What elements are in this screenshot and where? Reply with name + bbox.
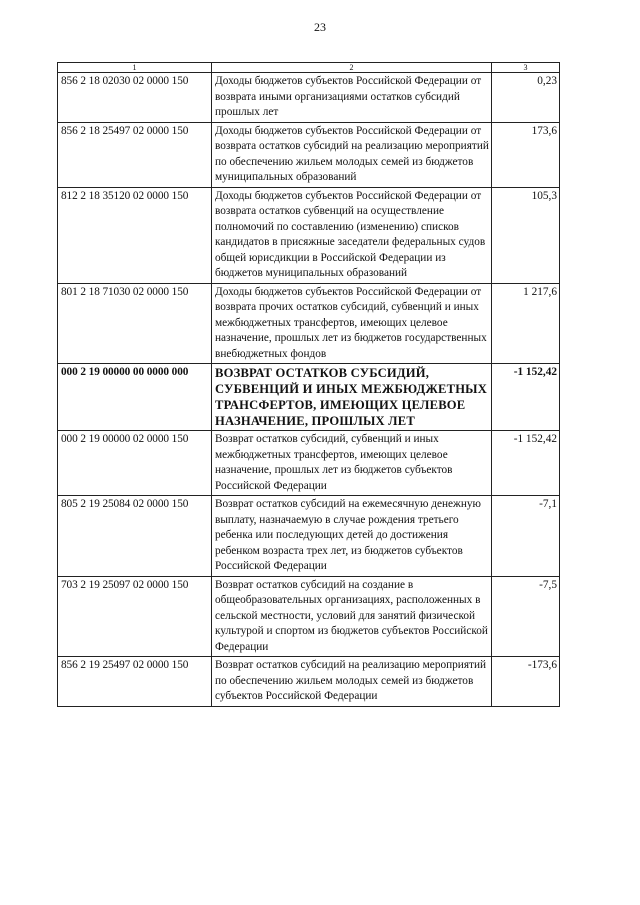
table-row-section-total	[58, 364, 560, 431]
column-number-1: 1	[58, 63, 212, 73]
income-description: Возврат остатков субсидий на ежемесячную денежную выплату, назначаемую в случае рождения третьего ребенка или последующих детей до достижения ребенком возраста трех лет, из бюджетов субъектов Российской Федерации	[212, 496, 492, 577]
table-row	[58, 431, 560, 496]
budget-code: 856 2 19 25497 02 0000 150	[58, 657, 212, 707]
income-description: Доходы бюджетов субъектов Российской Федерации от возврата иными организациями остатков субсидий прошлых лет	[212, 73, 492, 123]
amount: 1 217,6	[492, 283, 560, 364]
table-row	[58, 283, 560, 364]
column-number-2: 2	[212, 63, 492, 73]
income-description: Возврат остатков субсидий на реализацию мероприятий по обеспечению жильем молодых семей из бюджетов субъектов Российской Федерации	[212, 657, 492, 707]
income-description: Доходы бюджетов субъектов Российской Федерации от возврата остатков субвенций на осуществление полномочий по составлению (изменению) списков кандидатов в присяжные заседатели федеральных судов общей юрисдикции в Российской Федерации из бюджетов муниципальных образований	[212, 187, 492, 283]
budget-code: 703 2 19 25097 02 0000 150	[58, 576, 212, 657]
column-number-3: 3	[492, 63, 560, 73]
budget-code: 801 2 18 71030 02 0000 150	[58, 283, 212, 364]
table-column-numbers	[58, 63, 560, 73]
amount: -7,5	[492, 576, 560, 657]
section-heading: ВОЗВРАТ ОСТАТКОВ СУБСИДИЙ, СУБВЕНЦИЙ И ИНЫХ МЕЖБЮДЖЕТНЫХ ТРАНСФЕРТОВ, ИМЕЮЩИХ ЦЕЛЕВОЕ НАЗНАЧЕНИЕ, ПРОШЛЫХ ЛЕТ	[212, 364, 492, 431]
amount: 105,3	[492, 187, 560, 283]
table-row	[58, 73, 560, 123]
table-row	[58, 496, 560, 577]
income-description: Возврат остатков субсидий на создание в общеобразовательных организациях, расположенных в сельской местности, условий для занятий физической культурой и спортом из бюджетов субъектов Российской Федерации	[212, 576, 492, 657]
budget-code: 812 2 18 35120 02 0000 150	[58, 187, 212, 283]
budget-code: 000 2 19 00000 02 0000 150	[58, 431, 212, 496]
amount: -173,6	[492, 657, 560, 707]
budget-code: 856 2 18 02030 02 0000 150	[58, 73, 212, 123]
amount: -7,1	[492, 496, 560, 577]
table-row	[58, 187, 560, 283]
income-description: Доходы бюджетов субъектов Российской Федерации от возврата прочих остатков субсидий, субвенций и иных межбюджетных трансфертов, имеющих целевое назначение, прошлых лет из бюджетов государственных внебюджетных фондов	[212, 283, 492, 364]
table-row	[58, 576, 560, 657]
income-description: Доходы бюджетов субъектов Российской Федерации от возврата остатков субсидий на реализацию мероприятий по обеспечению жильем молодых семей из бюджетов муниципальных образований	[212, 122, 492, 187]
amount: 173,6	[492, 122, 560, 187]
budget-table	[57, 62, 560, 707]
budget-code: 856 2 18 25497 02 0000 150	[58, 122, 212, 187]
income-description: Возврат остатков субсидий, субвенций и иных межбюджетных трансфертов, имеющих целевое назначение, прошлых лет из бюджетов субъектов Российской Федерации	[212, 431, 492, 496]
amount: -1 152,42	[492, 364, 560, 431]
page-number: 23	[314, 20, 326, 34]
budget-code: 000 2 19 00000 00 0000 000	[58, 364, 212, 431]
budget-code: 805 2 19 25084 02 0000 150	[58, 496, 212, 577]
amount: 0,23	[492, 73, 560, 123]
amount: -1 152,42	[492, 431, 560, 496]
table-row	[58, 122, 560, 187]
table-row	[58, 657, 560, 707]
